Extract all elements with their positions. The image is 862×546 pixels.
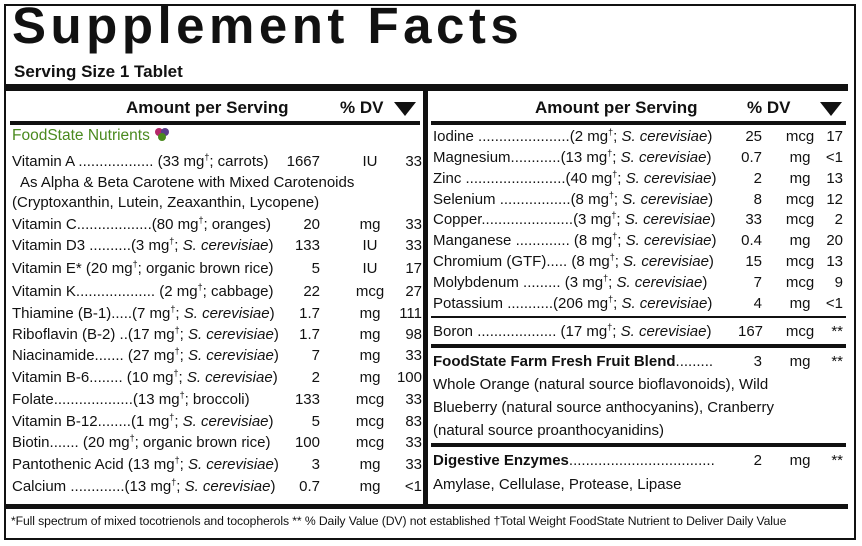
nutrient-label: [433, 127, 712, 147]
nutrient-row: [433, 273, 843, 293]
leader-dots: ...................: [473, 323, 557, 340]
nutrient-source: (80 mg†; oranges): [151, 215, 272, 233]
leader-dots: .......: [49, 434, 79, 451]
nutrient-label: [433, 294, 712, 314]
leader-dots: ...................................: [568, 452, 715, 469]
nutrient-row: [12, 433, 422, 453]
daily-value: 33: [405, 391, 422, 408]
daily-value: 98: [405, 326, 422, 343]
daily-value: 33: [405, 216, 422, 233]
amount-value: 0.7: [741, 149, 762, 166]
leader-dots: ............: [510, 149, 561, 166]
leader-dots: ..................: [74, 153, 154, 170]
daily-value: 33: [405, 237, 422, 254]
nutrient-row: [433, 210, 843, 230]
serving-size: Serving Size 1 Tablet: [14, 62, 183, 81]
amount-unit: mg: [359, 216, 381, 233]
nutrient-row: [12, 390, 422, 410]
amount-value: 15: [745, 253, 762, 270]
nutrient-name: Zinc: [433, 170, 462, 187]
nutrient-name: Calcium: [12, 478, 67, 495]
amount-value: 4: [753, 295, 762, 312]
daily-value: 33: [405, 456, 422, 473]
leader-dots: .......: [94, 347, 124, 364]
nutrient-name: Vitamin B-6: [12, 369, 90, 386]
nutrient-label: [12, 477, 275, 497]
amount-unit: mcg: [785, 323, 815, 340]
foodstate-label-text: FoodState Nutrients: [12, 127, 150, 144]
nutrient-source: (13 mg†; S. cerevisiae): [124, 477, 276, 495]
left-amount-header: Amount per Serving: [126, 98, 289, 117]
daily-value: 13: [826, 170, 843, 187]
nutrient-row: [12, 236, 422, 256]
nutrient-row: [12, 368, 422, 388]
nutrient-row: [12, 412, 422, 432]
amount-value: 3: [753, 353, 762, 370]
amount-unit: mcg: [785, 253, 815, 270]
nutrient-name: Vitamin E*: [12, 260, 82, 277]
nutrient-source: (8 mg†; S. cerevisiae): [570, 190, 714, 208]
column-divider: [423, 91, 428, 506]
footnote: *Full spectrum of mixed tocotrienols and tocopherols ** % Daily Value (DV) not established †Total Weight FoodState Nutrient to Deliver Daily Value: [11, 514, 787, 528]
panel-title: Supplement Facts: [12, 0, 524, 54]
leader-dots: ........................: [461, 170, 566, 187]
fruit-blend-desc: Whole Orange (natural source bioflavonoids), Wild: [433, 376, 769, 393]
nutrient-source: (17 mg†; S. cerevisiae): [556, 322, 712, 340]
nutrient-source: (206 mg†; S. cerevisiae): [553, 294, 713, 312]
nutrient-name: Folate: [12, 391, 54, 408]
daily-value: 27: [405, 283, 422, 300]
nutrient-name: FoodState Farm Fresh Fruit Blend: [433, 353, 676, 370]
nutrient-name: Magnesium: [433, 149, 511, 166]
nutrient-source: (40 mg†; S. cerevisiae): [565, 169, 717, 187]
bottom-divider: [6, 504, 848, 509]
amount-unit: mcg: [785, 211, 815, 228]
leader-dots: ..................: [76, 216, 152, 233]
nutrient-row: [12, 282, 422, 302]
nutrient-label: [12, 433, 270, 453]
amount-value: 100: [294, 434, 320, 451]
daily-value: <1: [825, 149, 843, 166]
daily-value: 12: [826, 191, 843, 208]
amount-value: 7: [311, 347, 320, 364]
amount-unit: mcg: [355, 434, 385, 451]
nutrient-label: [12, 325, 279, 345]
nutrient-source: (20 mg†; organic brown rice): [81, 259, 274, 277]
nutrient-source: (13 mg†; S. cerevisiae): [560, 148, 712, 166]
amount-unit: mg: [359, 369, 381, 386]
nutrient-source: (10 mg†; S. cerevisiae): [122, 368, 278, 386]
nutrient-source: (3 mg†; S. cerevisiae): [573, 210, 716, 228]
nutrient-label: [433, 451, 715, 471]
nutrient-name: Vitamin K: [12, 283, 76, 300]
nutrient-label: [433, 148, 711, 168]
nutrient-row: [433, 294, 843, 314]
daily-value: 9: [834, 274, 843, 291]
daily-value: 33: [405, 347, 422, 364]
amount-unit: mcg: [785, 191, 815, 208]
row-rule: [431, 316, 846, 318]
leader-dots: ...................: [53, 391, 133, 408]
vitamin-a-note: (Cryptoxanthin, Lutein, Zeaxanthin, Lycopene): [12, 194, 320, 211]
amount-unit: IU: [362, 153, 378, 170]
daily-value: 2: [834, 211, 843, 228]
leader-dots: .............: [511, 232, 570, 249]
nutrient-row: [433, 451, 843, 471]
amount-value: 33: [745, 211, 762, 228]
nutrient-label: [12, 259, 274, 279]
leader-dots: .........: [518, 274, 561, 291]
nutrient-source: (3 mg†; S. cerevisiae): [130, 236, 274, 254]
nutrient-source: (27 mg†; S. cerevisiae): [123, 346, 279, 364]
nutrient-row: [433, 190, 843, 210]
amount-value: 20: [303, 216, 320, 233]
amount-value: 22: [303, 283, 320, 300]
nutrient-label: [12, 368, 278, 388]
amount-value: 167: [738, 323, 764, 340]
nutrient-label: [12, 455, 279, 475]
nutrient-row: [12, 325, 422, 345]
amount-unit: mcg: [785, 128, 815, 145]
nutrient-name: Potassium: [433, 295, 504, 312]
nutrient-label: [12, 215, 271, 235]
nutrient-name: Molybdenum: [433, 274, 519, 291]
amount-value: 5: [311, 413, 320, 430]
amount-unit: mg: [359, 305, 381, 322]
nutrient-name: Vitamin D3: [12, 237, 86, 254]
amount-value: 1.7: [299, 326, 320, 343]
nutrient-row: [12, 304, 422, 324]
nutrient-row: [433, 352, 843, 372]
nutrient-label: [433, 252, 714, 272]
nutrient-label: [12, 390, 250, 410]
amount-value: 2: [753, 452, 762, 469]
nutrient-source: (20 mg†; organic brown rice): [78, 433, 271, 451]
nutrient-source: (8 mg†; S. cerevisiae): [567, 252, 714, 270]
nutrient-label: [433, 273, 707, 293]
amount-unit: mcg: [355, 391, 385, 408]
leader-dots: ......................: [481, 211, 574, 228]
nutrient-label: [12, 236, 274, 256]
nutrient-source: (2 mg†; cabbage): [155, 282, 274, 300]
daily-value: 13: [826, 253, 843, 270]
nutrient-name: Iodine: [433, 128, 474, 145]
leader-dots: .....: [546, 253, 568, 270]
leader-dots: ...................: [75, 283, 156, 300]
nutrient-row: [433, 252, 843, 272]
down-triangle-icon: [394, 102, 416, 116]
leader-dots: ......................: [473, 128, 570, 145]
nutrient-row: [12, 152, 422, 172]
vitamin-a-note: As Alpha & Beta Carotene with Mixed Carotenoids: [20, 174, 355, 191]
nutrient-row: [12, 259, 422, 279]
daily-value: <1: [404, 478, 422, 495]
amount-unit: mg: [789, 452, 811, 469]
daily-value: 100: [396, 369, 422, 386]
right-dv-header: % DV: [747, 98, 791, 117]
amount-unit: mg: [359, 326, 381, 343]
amount-value: 1.7: [299, 305, 320, 322]
amount-value: 2: [753, 170, 762, 187]
leader-dots: ..........: [85, 237, 131, 254]
nutrient-source: (1 mg†; S. cerevisiae): [130, 412, 274, 430]
amount-unit: IU: [362, 237, 378, 254]
amount-value: 1667: [286, 153, 320, 170]
leader-dots: ..: [115, 326, 128, 343]
daily-value: 111: [399, 305, 422, 322]
nutrient-name: Manganese: [433, 232, 512, 249]
amount-value: 0.7: [299, 478, 320, 495]
nutrient-row: [12, 215, 422, 235]
leader-dots: .................: [495, 191, 571, 208]
nutrient-name: Vitamin A: [12, 153, 75, 170]
amount-unit: mg: [789, 170, 811, 187]
daily-value: **: [831, 353, 843, 370]
nutrient-label: [12, 304, 275, 324]
nutrient-row: [12, 346, 422, 366]
nutrient-row: [433, 322, 843, 342]
nutrient-name: Digestive Enzymes: [433, 452, 569, 469]
nutrient-name: Selenium: [433, 191, 496, 208]
amount-unit: mcg: [355, 283, 385, 300]
amount-unit: mcg: [355, 413, 385, 430]
amount-unit: mg: [359, 347, 381, 364]
amount-unit: mcg: [785, 274, 815, 291]
nutrient-source: (13 mg†; broccoli): [132, 390, 250, 408]
nutrient-name: Vitamin B-12: [12, 413, 98, 430]
amount-value: 133: [294, 237, 320, 254]
nutrient-source: (7 mg†; S. cerevisiae): [132, 304, 275, 322]
nutrient-row: [433, 169, 843, 189]
amount-value: 5: [311, 260, 320, 277]
nutrient-row: [433, 148, 843, 168]
nutrient-row: [12, 477, 422, 497]
nutrient-source: (17 mg†; S. cerevisiae): [127, 325, 279, 343]
nutrient-row: [433, 231, 843, 251]
daily-value: <1: [825, 295, 843, 312]
amount-value: 3: [311, 456, 320, 473]
nutrient-label: [12, 412, 274, 432]
right-amount-header: Amount per Serving: [535, 98, 698, 117]
nutrient-name: Biotin: [12, 434, 50, 451]
section-rule: [431, 443, 846, 447]
top-divider: [6, 84, 848, 91]
amount-value: 133: [294, 391, 320, 408]
nutrient-label: [433, 169, 716, 189]
amount-unit: mg: [789, 149, 811, 166]
foodstate-nutrients-label: [12, 125, 170, 147]
nutrient-label: [433, 352, 713, 372]
daily-value: 17: [826, 128, 843, 145]
right-header-rule: [431, 121, 846, 125]
amount-unit: mg: [789, 353, 811, 370]
daily-value: **: [831, 452, 843, 469]
leader-dots: ........: [97, 413, 131, 430]
fruit-blend-desc: (natural source proanthocyanidins): [433, 422, 664, 439]
down-triangle-icon: [820, 102, 842, 116]
nutrient-label: [433, 190, 713, 210]
nutrient-name: Copper: [433, 211, 482, 228]
nutrient-name: Riboflavin (B-2): [12, 326, 116, 343]
amount-unit: mg: [789, 295, 811, 312]
amount-unit: IU: [362, 260, 378, 277]
amount-value: 2: [311, 369, 320, 386]
nutrient-row: [433, 127, 843, 147]
amount-value: 25: [745, 128, 762, 145]
amount-unit: mg: [359, 478, 381, 495]
nutrient-label: [433, 231, 717, 251]
fruit-blend-desc: Blueberry (natural source anthocyanins), Cranberry: [433, 399, 774, 416]
amount-unit: mg: [789, 232, 811, 249]
nutrient-label: [12, 346, 279, 366]
nutrient-source: (33 mg†; carrots): [153, 152, 269, 170]
daily-value: 33: [405, 153, 422, 170]
digestive-enzymes-desc: Amylase, Cellulase, Protease, Lipase: [433, 476, 682, 493]
nutrient-name: Niacinamide: [12, 347, 95, 364]
nutrient-label: [433, 322, 711, 342]
nutrient-source: (3 mg†; S. cerevisiae): [560, 273, 708, 291]
amount-value: 8: [753, 191, 762, 208]
nutrient-source: (8 mg†; S. cerevisiae): [569, 231, 717, 249]
leader-dots: .........: [675, 353, 714, 370]
leader-dots: .....: [111, 305, 133, 322]
nutrient-label: [12, 152, 269, 172]
nutrient-label: [12, 282, 274, 302]
daily-value: **: [831, 323, 843, 340]
amount-value: 0.4: [741, 232, 762, 249]
nutrient-row: [12, 455, 422, 475]
nutrient-name: Chromium (GTF): [433, 253, 547, 270]
nutrient-source: (2 mg†; S. cerevisiae): [569, 127, 713, 145]
nutrient-name: Thiamine (B-1): [12, 305, 112, 322]
amount-unit: mg: [359, 456, 381, 473]
daily-value: 33: [405, 434, 422, 451]
nutrient-name: Vitamin C: [12, 216, 77, 233]
amount-value: 7: [753, 274, 762, 291]
daily-value: 20: [826, 232, 843, 249]
nutrient-source: (13 mg†; S. cerevisiae): [123, 455, 279, 473]
daily-value: 83: [405, 413, 422, 430]
leader-dots: .............: [66, 478, 125, 495]
nutrient-name: Pantothenic Acid: [12, 456, 124, 473]
nutrient-label: [433, 210, 716, 230]
daily-value: 17: [405, 260, 422, 277]
section-rule: [431, 344, 846, 348]
leader-dots: ........: [89, 369, 123, 386]
left-dv-header: % DV: [340, 98, 384, 117]
foodstate-logo-icon: [154, 127, 170, 141]
leader-dots: ...........: [503, 295, 554, 312]
nutrient-name: Boron: [433, 323, 474, 340]
